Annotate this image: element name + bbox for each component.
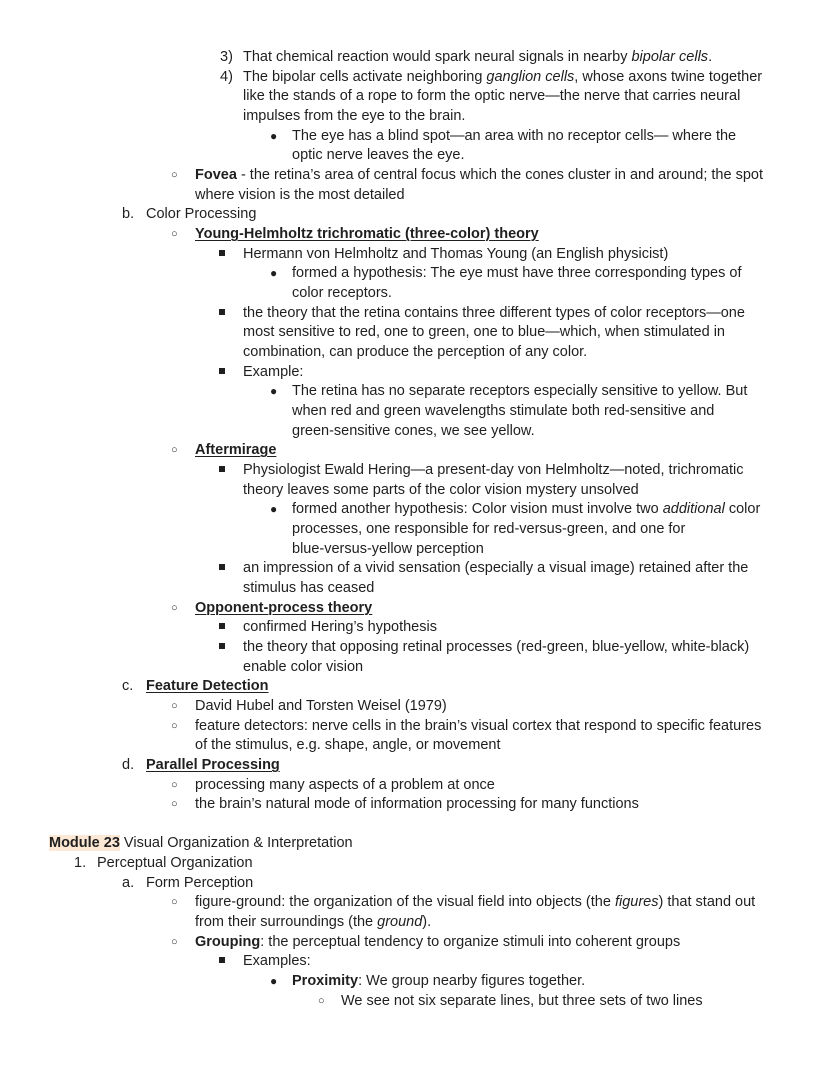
bullet-circle-icon: ○ (171, 444, 178, 456)
text-line: theory leaves some parts of the color vision mystery unsolved (243, 482, 639, 498)
text-line: The retina has no separate receptors especially sensitive to yellow. But (292, 383, 748, 399)
text-line: color receptors. (292, 285, 392, 301)
bullet-square-icon (219, 952, 225, 971)
text-line: Grouping: the perceptual tendency to organize stimuli into coherent groups (195, 934, 681, 950)
text-line: Hermann von Helmholtz and Thomas Young (an English physicist) (243, 246, 669, 262)
bullet-disc-icon: ● (270, 384, 278, 398)
text-line: Example: (243, 364, 304, 380)
bullet-disc-icon: ● (270, 266, 278, 280)
text-line: Fovea - the retina’s area of central focus which the cones cluster in and around; the spot (195, 167, 763, 183)
text-line: optic nerve leaves the eye. (292, 147, 465, 163)
module-heading: Module 23 Visual Organization & Interpretation (49, 835, 353, 851)
text-line: David Hubel and Torsten Weisel (1979) (195, 698, 447, 714)
text-line: feature detectors: nerve cells in the brain’s visual cortex that respond to specific features (195, 718, 762, 734)
bullet-square-icon (219, 245, 225, 264)
text-line: the brain’s natural mode of information processing for many functions (195, 796, 639, 812)
bullet-circle-icon: ○ (171, 798, 178, 810)
list-letter: c. (122, 678, 134, 694)
text-line: The bipolar cells activate neighboring ganglion cells, whose axons twine together (243, 69, 763, 85)
subsection-title: Opponent-process theory (195, 600, 373, 616)
text-line: the theory that opposing retinal processes (red-green, blue-yellow, white-black) (243, 639, 750, 655)
bullet-disc-icon: ● (270, 502, 278, 516)
bullet-disc-icon: ● (270, 974, 278, 988)
section-heading: Form Perception (146, 875, 254, 891)
bullet-circle-icon: ○ (171, 602, 178, 614)
bullet-square-icon (219, 638, 225, 657)
module-label: Module 23 (49, 835, 120, 851)
bullet-circle-icon: ○ (171, 779, 178, 791)
bullet-disc-icon: ● (270, 129, 278, 143)
text-line: Proximity: We group nearby figures together. (292, 973, 586, 989)
text-line: Perceptual Organization (97, 855, 253, 871)
text-line: processes, one responsible for red-versus-green, and one for (292, 521, 686, 537)
bullet-circle-icon: ○ (171, 228, 178, 240)
section-heading: Parallel Processing (146, 757, 280, 773)
bullet-circle-icon: ○ (318, 995, 325, 1007)
list-number: 1. (74, 855, 87, 871)
subsection-title: Young-Helmholtz trichromatic (three-color) theory (195, 226, 539, 242)
text-line: of the stimulus, e.g. shape, angle, or movement (195, 737, 501, 753)
list-letter: d. (122, 757, 135, 773)
bullet-square-icon (219, 461, 225, 480)
text-line: enable color vision (243, 659, 364, 675)
text-line: processing many aspects of a problem at once (195, 777, 495, 793)
text-line: the theory that the retina contains three different types of color receptors—one (243, 305, 745, 321)
bullet-square-icon (219, 618, 225, 637)
text-line: Physiologist Ewald Hering—a present-day von Helmholtz—noted, trichromatic (243, 462, 744, 478)
list-number: 3) (220, 49, 233, 65)
bullet-square-icon (219, 559, 225, 578)
section-heading: Color Processing (146, 206, 257, 222)
text-line: most sensitive to red, one to green, one to blue—which, when stimulated in (243, 324, 725, 340)
text-line: formed another hypothesis: Color vision must involve two additional color (292, 501, 761, 517)
text-line: combination, can produce the perception of any color. (243, 344, 588, 360)
bullet-square-icon (219, 304, 225, 323)
text-line: where vision is the most detailed (195, 187, 405, 203)
bullet-circle-icon: ○ (171, 169, 178, 181)
text-line: from their surroundings (the ground). (195, 914, 432, 930)
text-line: That chemical reaction would spark neural signals in nearby bipolar cells. (243, 49, 713, 65)
text-line: like the stands of a rope to form the optic nerve—the nerve that carries neural (243, 88, 741, 104)
bullet-circle-icon: ○ (171, 936, 178, 948)
bullet-circle-icon: ○ (171, 700, 178, 712)
bullet-square-icon (219, 363, 225, 382)
text-line: The eye has a blind spot—an area with no receptor cells— where the (292, 128, 737, 144)
text-line: confirmed Hering’s hypothesis (243, 619, 437, 635)
text-line: figure-ground: the organization of the visual field into objects (the figures) that stand out (195, 894, 756, 910)
text-line: formed a hypothesis: The eye must have three corresponding types of (292, 265, 742, 281)
subsection-title: Aftermirage (195, 442, 277, 458)
list-letter: b. (122, 206, 135, 222)
text-line: stimulus has ceased (243, 580, 375, 596)
bullet-circle-icon: ○ (171, 896, 178, 908)
bullet-circle-icon: ○ (171, 720, 178, 732)
list-number: 4) (220, 69, 233, 85)
text-line: green-sensitive cones, we see yellow. (292, 423, 535, 439)
text-line: blue-versus-yellow perception (292, 541, 484, 557)
section-heading: Feature Detection (146, 678, 269, 694)
text-line: an impression of a vivid sensation (especially a visual image) retained after the (243, 560, 749, 576)
text-line: impulses from the eye to the brain. (243, 108, 466, 124)
text-line: Examples: (243, 953, 311, 969)
list-letter: a. (122, 875, 135, 891)
text-line: when red and green wavelengths stimulate both red-sensitive and (292, 403, 715, 419)
text-line: We see not six separate lines, but three sets of two lines (341, 993, 703, 1009)
